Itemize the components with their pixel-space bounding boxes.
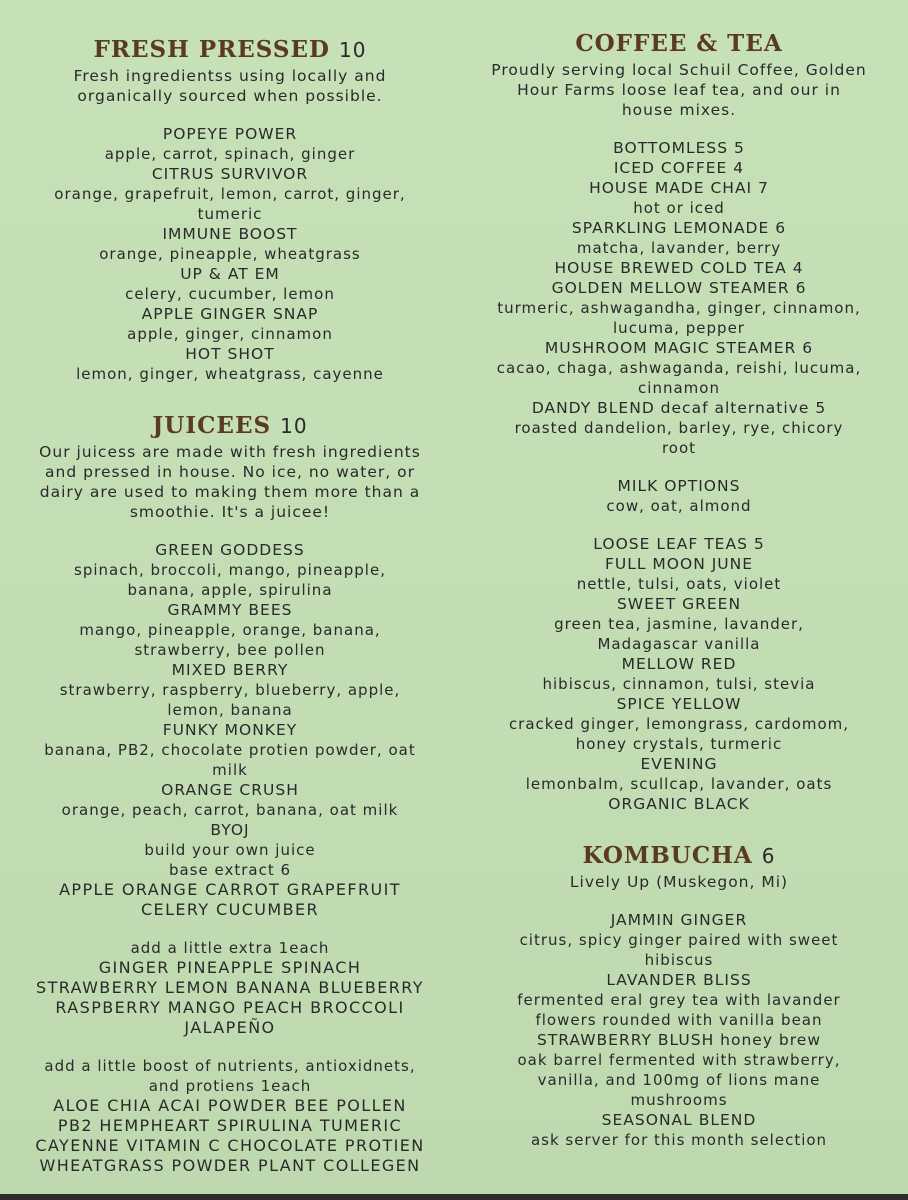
menu-item-name: STRAWBERRY BLUSH honey brew	[536, 1031, 821, 1049]
right-column	[458, 0, 900, 1150]
juicees-heading: JUICEES 10	[152, 412, 308, 439]
menu-item-desc: turmeric, ashwagandha, ginger, cinnamon,	[497, 299, 861, 317]
boost-title: add a little boost of nutrients, antioxidnets,	[44, 1057, 416, 1075]
menu-item-desc: lemonbalm, scullcap, lavander, oats	[525, 775, 833, 793]
extras-title: add a little extra 1each	[130, 939, 330, 957]
menu-item-name: BYOJ	[210, 821, 250, 839]
menu-item-desc: mushrooms	[630, 1091, 728, 1109]
boost-title: and protiens 1each	[148, 1077, 312, 1095]
boost-line: PB2 HEMPHEART SPIRULINA TUMERIC	[57, 1116, 403, 1135]
menu-item-desc: cacao, chaga, ashwaganda, reishi, lucuma,	[496, 359, 862, 377]
juicees-intro-line: Our juicess are made with fresh ingredients	[39, 443, 421, 461]
menu-item-desc: hot or iced	[633, 199, 725, 217]
juicees-intro-line: and pressed in house. No ice, no water, or	[45, 463, 415, 481]
menu-item-desc: strawberry, raspberry, blueberry, apple,	[59, 681, 401, 699]
menu-item-name: POPEYE POWER	[162, 125, 298, 143]
menu-item-desc: banana, apple, spirulina	[127, 581, 333, 599]
menu-item-name: MUSHROOM MAGIC STEAMER 6	[544, 339, 814, 357]
menu-item-name: FULL MOON JUNE	[604, 555, 754, 573]
menu-item-desc: orange, pineapple, wheatgrass	[99, 245, 361, 263]
boost-line: ALOE CHIA ACAI POWDER BEE POLLEN	[53, 1096, 407, 1115]
kombucha-intro: Lively Up (Muskegon, Mi)	[569, 873, 789, 891]
fresh-pressed-intro-line: organically sourced when possible.	[77, 87, 383, 105]
menu-item-name: APPLE GINGER SNAP	[141, 305, 319, 323]
fresh-pressed-heading: FRESH PRESSED 10	[93, 36, 367, 63]
menu-item-desc: spinach, broccoli, mango, pineapple,	[74, 561, 386, 579]
menu-item-desc: ask server for this month selection	[530, 1131, 828, 1149]
menu-item-name: GRAMMY BEES	[167, 601, 293, 619]
menu-item-desc: citrus, spicy ginger paired with sweet	[519, 931, 839, 949]
menu-item-desc: base extract 6	[168, 861, 292, 879]
kombucha-heading: KOMBUCHA 6	[582, 842, 776, 869]
menu-item-desc: banana, PB2, chocolate protien powder, oat	[44, 741, 416, 759]
menu-item-desc: root	[661, 439, 697, 457]
menu-item-name: SPICE YELLOW	[616, 695, 742, 713]
boost-line: WHEATGRASS POWDER PLANT COLLEGEN	[39, 1156, 421, 1175]
menu-item-name: EVENING	[640, 755, 718, 773]
menu-item-name: UP & AT EM	[180, 265, 280, 283]
menu-item-name: HOT SHOT	[185, 345, 275, 363]
menu-item-desc: build your own juice	[144, 841, 316, 859]
menu-item-desc: apple, carrot, spinach, ginger	[104, 145, 356, 163]
extras-line: RASPBERRY MANGO PEACH BROCCOLI	[55, 998, 405, 1017]
menu-item-desc: hibiscus, cinnamon, tulsi, stevia	[542, 675, 816, 693]
menu-item-desc: cracked ginger, lemongrass, cardomom,	[508, 715, 850, 733]
base-options-line: CELERY CUCUMBER	[140, 900, 320, 919]
menu-item-name: GREEN GODDESS	[155, 541, 305, 559]
menu-item-desc: lemon, ginger, wheatgrass, cayenne	[76, 365, 384, 383]
menu-item-desc: nettle, tulsi, oats, violet	[576, 575, 782, 593]
menu-item-name: HOUSE BREWED COLD TEA 4	[554, 259, 804, 277]
menu-item-name: JAMMIN GINGER	[610, 911, 748, 929]
boost-line: CAYENNE VITAMIN C CHOCOLATE PROTIEN	[35, 1136, 425, 1155]
menu-item-name: HOUSE MADE CHAI 7	[589, 179, 769, 197]
coffee-tea-heading: COFFEE & TEA	[575, 30, 783, 57]
coffee-tea-intro-line: house mixes.	[621, 101, 737, 119]
left-column	[8, 0, 452, 1176]
menu-item-name: ORANGE CRUSH	[161, 781, 299, 799]
page-bottom-edge	[0, 1194, 908, 1200]
menu-item-desc: celery, cucumber, lemon	[125, 285, 335, 303]
extras-line: JALAPEÑO	[184, 1018, 276, 1037]
menu-item-name: LAVANDER BLISS	[606, 971, 752, 989]
menu-item-name: DANDY BLEND decaf alternative 5	[531, 399, 827, 417]
menu-item-name: ORGANIC BLACK	[608, 795, 750, 813]
coffee-tea-intro-line: Proudly serving local Schuil Coffee, Golden	[491, 61, 867, 79]
extras-line: GINGER PINEAPPLE SPINACH	[98, 958, 362, 977]
coffee-tea-intro-line: Hour Farms loose leaf tea, and our in	[517, 81, 841, 99]
menu-item-desc: mango, pineapple, orange, banana,	[79, 621, 381, 639]
menu-item-desc: honey crystals, turmeric	[575, 735, 783, 753]
menu-item-desc: oak barrel fermented with strawberry,	[517, 1051, 841, 1069]
juicees-intro-line: dairy are used to making them more than a	[39, 483, 421, 501]
menu-item-desc: milk	[212, 761, 248, 779]
menu-item-desc: fermented eral grey tea with lavander	[517, 991, 841, 1009]
kombucha-price: 6	[761, 844, 776, 868]
menu-item-desc: cinnamon	[638, 379, 720, 397]
menu-item-name: ICED COFFEE 4	[613, 159, 745, 177]
menu-item-name: MELLOW RED	[621, 655, 737, 673]
menu-item-desc: tumeric	[197, 205, 263, 223]
fresh-pressed-price: 10	[339, 38, 367, 62]
menu-item-desc: vanilla, and 100mg of lions mane	[537, 1071, 821, 1089]
menu-item-name: SEASONAL BLEND	[601, 1111, 757, 1129]
menu-item-name: FUNKY MONKEY	[162, 721, 298, 739]
menu-item-name: BOTTOMLESS 5	[613, 139, 745, 157]
menu-item-desc: hibiscus	[644, 951, 714, 969]
menu-item-name: MIXED BERRY	[171, 661, 289, 679]
menu-item-desc: Madagascar vanilla	[597, 635, 761, 653]
menu-item-desc: green tea, jasmine, lavander,	[554, 615, 804, 633]
juicees-intro-line: smoothie. It's a juicee!	[129, 503, 331, 521]
extras-line: STRAWBERRY LEMON BANANA BLUEBERRY	[36, 978, 424, 997]
menu-item-desc: orange, peach, carrot, banana, oat milk	[61, 801, 399, 819]
juicees-price: 10	[280, 414, 308, 438]
menu-item-desc: strawberry, bee pollen	[134, 641, 326, 659]
menu-item-desc: roasted dandelion, barley, rye, chicory	[514, 419, 844, 437]
menu-item-desc: lucuma, pepper	[613, 319, 745, 337]
fresh-pressed-intro-line: Fresh ingredientss using locally and	[73, 67, 387, 85]
menu-item-desc: apple, ginger, cinnamon	[127, 325, 333, 343]
milk-options-desc: cow, oat, almond	[606, 497, 752, 515]
menu-item-name: CITRUS SURVIVOR	[151, 165, 309, 183]
menu-item-desc: flowers rounded with vanilla bean	[535, 1011, 823, 1029]
menu-item-desc: lemon, banana	[167, 701, 293, 719]
menu-item-name: GOLDEN MELLOW STEAMER 6	[551, 279, 807, 297]
menu-item-name: SPARKLING LEMONADE 6	[571, 219, 787, 237]
menu-item-name: SWEET GREEN	[616, 595, 742, 613]
loose-leaf-teas-title: LOOSE LEAF TEAS 5	[593, 535, 765, 553]
menu-item-desc: matcha, lavander, berry	[576, 239, 782, 257]
base-options-line: APPLE ORANGE CARROT GRAPEFRUIT	[59, 880, 401, 899]
menu-item-desc: orange, grapefruit, lemon, carrot, ginger,	[54, 185, 406, 203]
menu-item-name: IMMUNE BOOST	[162, 225, 298, 243]
milk-options-title: MILK OPTIONS	[617, 477, 741, 495]
